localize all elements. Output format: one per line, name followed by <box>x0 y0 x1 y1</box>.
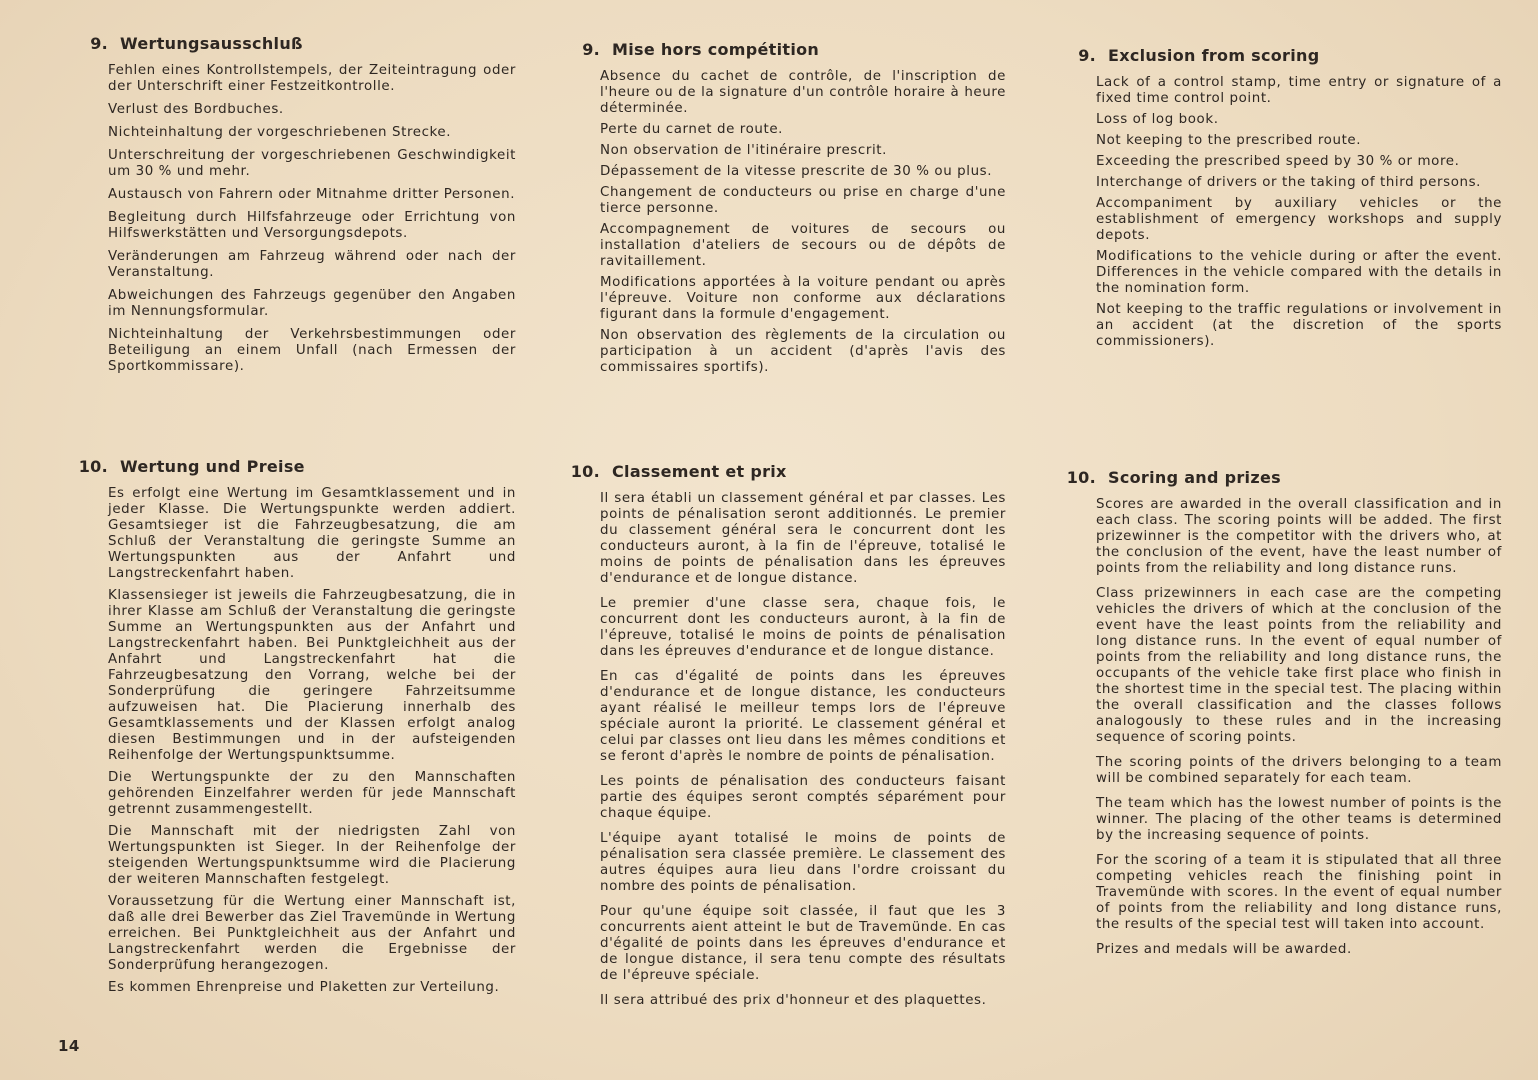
section-body <box>108 63 516 375</box>
paragraph: Perte du carnet de route. <box>600 122 784 137</box>
section-body <box>1096 75 1502 350</box>
section-heading <box>560 462 1006 481</box>
paragraph: Lack of a control stamp, time entry or signature of a fixed time control point. <box>1096 75 1502 106</box>
paragraph: Austausch von Fahrern oder Mitnahme dritter Personen. <box>108 187 516 202</box>
section-heading <box>1056 46 1502 65</box>
paragraph: Scores are awarded in the overall classification and in each class. The scoring points will be added. The first prizewinner is the competitor with the drivers who, at the conclusion of the event, have the least number of points from the reliability and long distance runs. <box>1096 497 1502 576</box>
paragraph: En cas d'égalité de points dans les épreuves d'endurance et de longue distance, les conducteurs ayant réalisé le meilleur temps lors de l'épreuve spéciale auront la priorité. Le classement général et celui par classes ont lieu dans les mêmes conditions et se feront d'après le nombre de points de pénalisation. <box>600 669 1006 764</box>
paragraph: Modifications apportées à la voiture pendant ou après l'épreuve. Voiture non conforme aux déclarations figurant dans la formule d'engagement. <box>600 275 1006 322</box>
paragraph: Accompagnement de voitures de secours ou installation d'ateliers de secours ou de dépôts de ravitaillement. <box>600 222 1006 269</box>
paragraph: Voraussetzung für die Wertung einer Mannschaft ist, daß alle drei Bewerber das Ziel Travemünde in Wertung erreichen. Bei Punktgleichheit aus der Anfahrt und Langstreckenfahrt werden die Ergebnisse der Sonderprüfung herangezogen. <box>108 894 516 973</box>
section-heading <box>1056 468 1502 487</box>
section-number: 9. <box>1078 46 1096 65</box>
paragraph: Accompaniment by auxiliary vehicles or the establishment of emergency workshops and supply depots. <box>1096 196 1502 243</box>
section-body <box>108 486 516 996</box>
paragraph: Klassensieger ist jeweils die Fahrzeugbesatzung, die in ihrer Klasse am Schluß der Veranstaltung die geringste Summe an Wertungspunkten aus der Anfahrt und Langstreckenfahrt haben. Bei Punktgleichheit aus der Anfahrt und Langstreckenfahrt hat die Fahrzeugbesatzung den Vorrang, welche bei der Sonderprüfung die geringere Fahrzeitsumme aufzuweisen hat. Die Placierung innerhalb des Gesamtklassements und der Klassen erfolgt analog diesen Bestimmungen und in der aufsteigenden Reihenfolge der Wertungspunktsumme. <box>108 588 516 763</box>
paragraph: Es erfolgt eine Wertung im Gesamtklassement und in jeder Klasse. Die Wertungspunkte werden addiert. Gesamtsieger ist die Fahrzeugbesatzung, die am Schluß der Veranstaltung die geringste Summe an Wertungspunkten aus der Anfahrt und Langstreckenfahrt haben. <box>108 486 516 581</box>
section-9-german <box>68 34 516 382</box>
paragraph: Dépassement de la vitesse prescrite de 30 % ou plus. <box>600 164 993 179</box>
section-10-english <box>1056 468 1502 967</box>
paragraph: Modifications to the vehicle during or after the event. Differences in the vehicle compared with the details in the nomination form. <box>1096 249 1502 296</box>
paragraph: Die Mannschaft mit der niedrigsten Zahl von Wertungspunkten ist Sieger. In der Reihenfolge der steigenden Wertungspunktsumme wird die Placierung der weiteren Mannschaften festgelegt. <box>108 824 516 887</box>
section-heading <box>68 457 516 476</box>
paragraph: The team which has the lowest number of points is the winner. The placing of the other teams is determined by the increasing sequence of points. <box>1096 796 1502 843</box>
paragraph: Es kommen Ehrenpreise und Plaketten zur Verteilung. <box>108 980 500 995</box>
paragraph: Nichteinhaltung der Verkehrsbestimmungen oder Beteiligung an einem Unfall (nach Ermessen der Sportkommissare). <box>108 327 516 374</box>
section-number: 9. <box>90 34 108 53</box>
section-title: Mise hors compétition <box>612 40 820 59</box>
section-body <box>600 69 1006 376</box>
section-number: 10. <box>78 457 108 476</box>
section-10-french <box>560 462 1006 1018</box>
paragraph: Les points de pénalisation des conducteurs faisant partie des équipes seront comptés séparément pour chaque équipe. <box>600 774 1006 821</box>
section-title: Scoring and prizes <box>1108 468 1281 487</box>
paragraph: Le premier d'une classe sera, chaque fois, le concurrent dont les conducteurs auront, à la fin de l'épreuve, totalisé le moins de points de pénalisation dans les épreuves d'endurance et de longue distance. <box>600 596 1006 659</box>
section-heading <box>560 40 1006 59</box>
section-title: Exclusion from scoring <box>1108 46 1320 65</box>
paragraph: Veränderungen am Fahrzeug während oder nach der Veranstaltung. <box>108 249 516 280</box>
section-9-english <box>1056 46 1502 355</box>
section-title: Wertung und Preise <box>120 457 305 476</box>
paragraph: Not keeping to the traffic regulations or involvement in an accident (at the discretion of the sports commissioners). <box>1096 302 1502 349</box>
paragraph: Absence du cachet de contrôle, de l'inscription de l'heure ou de la signature d'un contrôle horaire à heure déterminée. <box>600 69 1006 116</box>
paragraph: Interchange of drivers or the taking of third persons. <box>1096 175 1482 190</box>
section-body <box>1096 497 1502 958</box>
paragraph: Die Wertungspunkte der zu den Mannschaften gehörenden Einzelfahrer werden für jede Mannschaft getrennt zusammengestellt. <box>108 770 516 817</box>
paragraph: Non observation des règlements de la circulation ou participation à un accident (d'après l'avis des commissaires sportifs). <box>600 328 1006 375</box>
section-body <box>600 491 1006 1009</box>
section-heading <box>68 34 516 53</box>
paragraph: Not keeping to the prescribed route. <box>1096 133 1362 148</box>
section-title: Classement et prix <box>612 462 787 481</box>
paragraph: Abweichungen des Fahrzeugs gegenüber den Angaben im Nennungsformular. <box>108 288 516 319</box>
paragraph: Il sera attribué des prix d'honneur et des plaquettes. <box>600 993 987 1008</box>
paragraph: L'équipe ayant totalisé le moins de points de pénalisation sera classée première. Le classement des autres équipes aura lieu dans l'ordre croissant du nombre des points de pénalisation. <box>600 831 1006 894</box>
paragraph: Begleitung durch Hilfsfahrzeuge oder Errichtung von Hilfswerkstätten und Versorgungsdepots. <box>108 210 516 241</box>
paragraph: Prizes and medals will be awarded. <box>1096 942 1352 957</box>
paragraph: Unterschreitung der vorgeschriebenen Geschwindigkeit um 30 % und mehr. <box>108 148 516 179</box>
paragraph: Class prizewinners in each case are the competing vehicles the drivers of which at the conclusion of the event have the least points from the reliability and long distance runs. In the event of equal number of points from the reliability and long distance runs, the occupants of the vehicle take first place who finish in the shortest time in the special test. The placing within the overall classification and the classes follows analogously to these rules and in the increasing sequence of scoring points. <box>1096 586 1502 745</box>
section-title: Wertungsausschluß <box>120 34 303 53</box>
paragraph: The scoring points of the drivers belonging to a team will be combined separately for each team. <box>1096 755 1502 786</box>
section-number: 10. <box>570 462 600 481</box>
paragraph: For the scoring of a team it is stipulated that all three competing vehicles reach the finishing point in Travemünde with scores. In the event of equal number of points from the reliability and long distance runs, the results of the special test will taken into account. <box>1096 853 1502 932</box>
paragraph: Exceeding the prescribed speed by 30 % or more. <box>1096 154 1460 169</box>
paragraph: Pour qu'une équipe soit classée, il faut que les 3 concurrents aient atteint le but de Travemünde. En cas d'égalité de points dans les épreuves d'endurance et de longue distance, il sera tenu compte des résultats de l'épreuve spéciale. <box>600 904 1006 983</box>
paragraph: Verlust des Bordbuches. <box>108 102 284 117</box>
section-number: 10. <box>1066 468 1096 487</box>
paragraph: Changement de conducteurs ou prise en charge d'une tierce personne. <box>600 185 1006 216</box>
paragraph: Non observation de l'itinéraire prescrit. <box>600 143 887 158</box>
section-9-french <box>560 40 1006 381</box>
section-number: 9. <box>582 40 600 59</box>
paragraph: Fehlen eines Kontrollstempels, der Zeiteintragung oder der Unterschrift einer Festzeitkontrolle. <box>108 63 516 94</box>
page-number: 14 <box>58 1037 80 1055</box>
paragraph: Il sera établi un classement général et par classes. Les points de pénalisation seront additionnés. Le premier du classement général sera le concurrent dont les conducteurs auront, à la fin de l'épreuve, totalisé le moins de points de pénalisation dans les épreuves d'endurance et de longue distance. <box>600 491 1006 586</box>
paragraph: Loss of log book. <box>1096 112 1219 127</box>
section-10-german <box>68 457 516 1002</box>
paragraph: Nichteinhaltung der vorgeschriebenen Strecke. <box>108 125 452 140</box>
